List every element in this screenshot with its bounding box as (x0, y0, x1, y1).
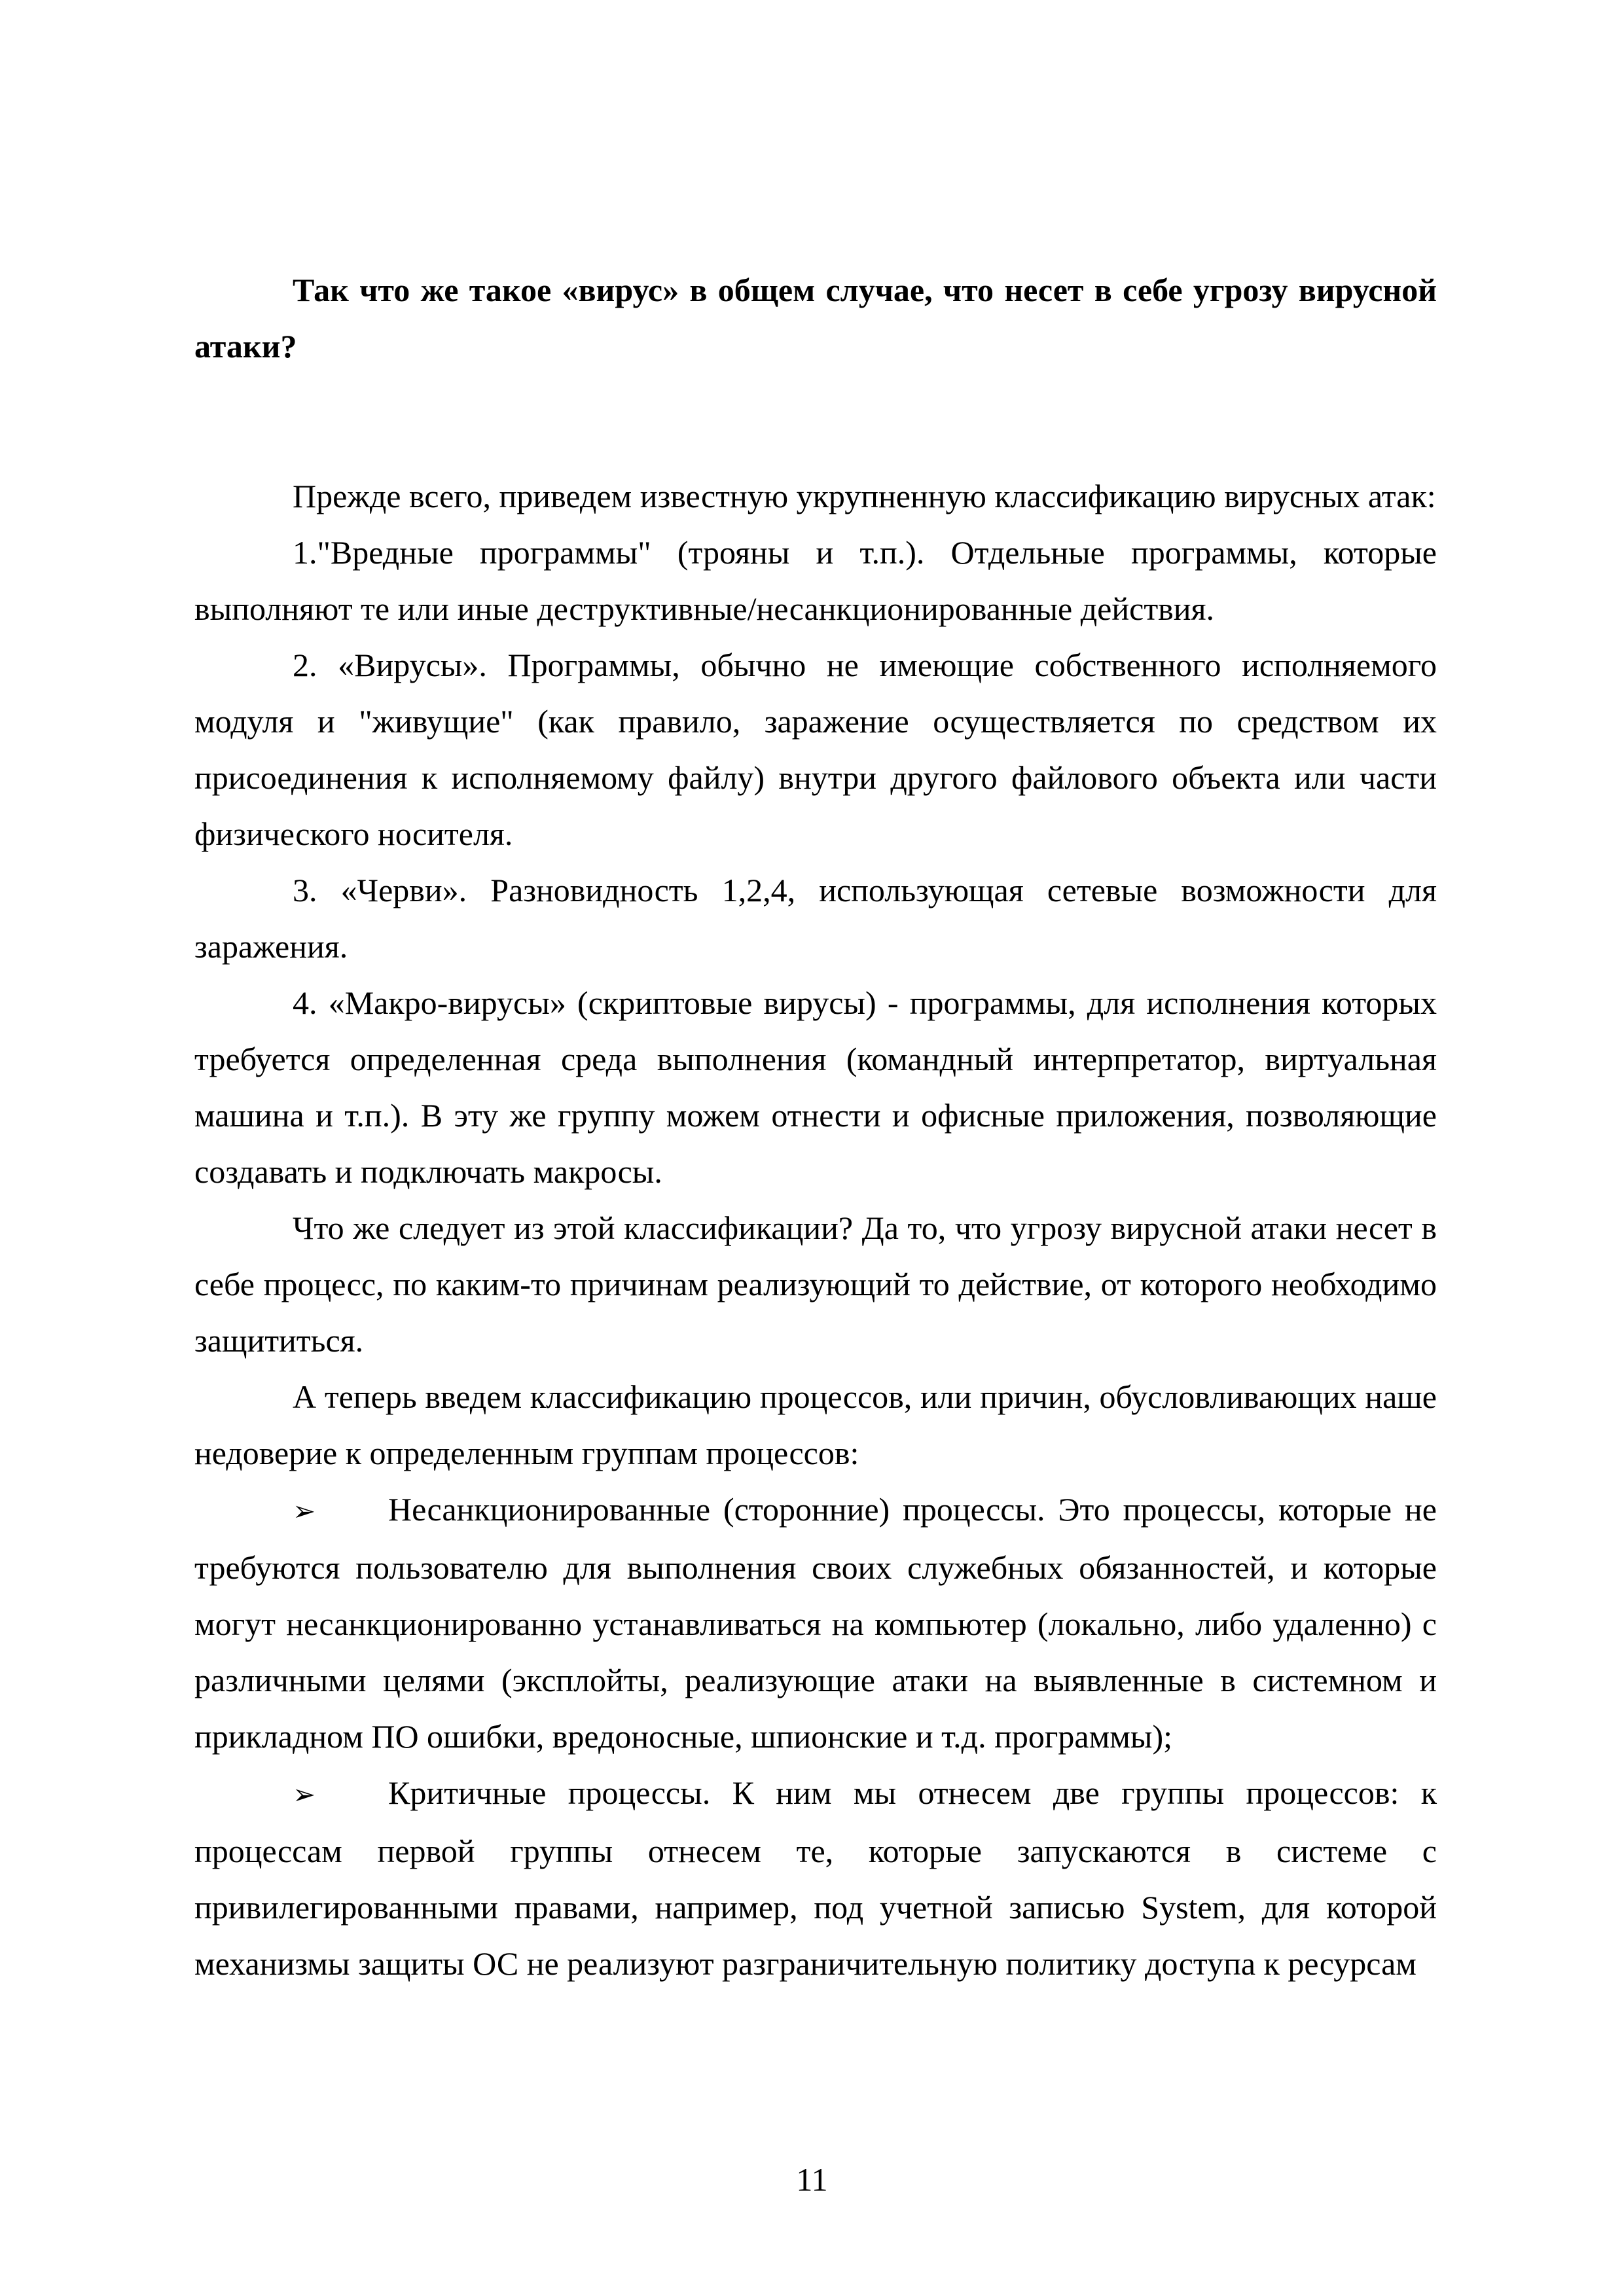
body-text (194, 262, 1437, 1992)
page-number: 11 (796, 2161, 828, 2198)
bullet-text: Несанкционированные (сторонние) процессы. Это процессы, которые не требуются пользователю для выполнения своих служебных обязанностей, и которые могут несанкционированно устанавливаться на компьютер (локально, либо удаленно) с различными целями (эксплойты, реализующие атаки на выявленные в системном и прикладном ПО ошибки, вредоносные, шпионские и т.д. программы); (194, 1491, 1437, 1755)
arrow-bullet-icon: ➢ (293, 1495, 316, 1527)
list-item-viruses: 2. «Вирусы». Программы, обычно не имеющие собственного исполняемого модуля и "живущие" (как правило, заражение осуществляется по средством их присоединения к исполняемому файлу) внутри другого файлового объекта или части физического носителя. (194, 647, 1437, 852)
list-item-macro-viruses: 4. «Макро-вирусы» (скриптовые вирусы) - программы, для исполнения которых требуется определенная среда выполнения (командный интерпретатор, виртуальная машина и т.п.). В эту же группу можем отнести и офисные приложения, позволяющие создавать и подключать макросы. (194, 984, 1437, 1190)
process-intro-paragraph: А теперь введем классификацию процессов, или причин, обусловливающих наше недоверие к определенным группам процессов: (194, 1378, 1437, 1471)
list-item-worms: 3. «Черви». Разновидность 1,2,4, использующая сетевые возможности для заражения. (194, 872, 1437, 965)
arrow-bullet-icon: ➢ (293, 1778, 316, 1810)
bullet-unauthorized-processes (194, 1481, 1437, 1765)
bullet-critical-processes (194, 1765, 1437, 1992)
intro-paragraph: Прежде всего, приведем известную укрупненную классификацию вирусных атак: (293, 478, 1436, 514)
section-heading: Так что же такое «вирус» в общем случае, что несет в себе угрозу вирусной атаки? (194, 272, 1437, 365)
bullet-text: Критичные процессы. К ним мы отнесем две группы процессов: к процессам первой группы отнесем те, которые запускаются в системе с привилегированными правами, например, под учетной записью System, для которой механизмы защиты ОС не реализуют разграничительную политику доступа к ресурсам (194, 1774, 1437, 1982)
list-item-harmful-programs: 1."Вредные программы" (трояны и т.п.). Отдельные программы, которые выполняют те или иные деструктивные/несанкционированные действия. (194, 534, 1437, 627)
conclusion-paragraph: Что же следует из этой классификации? Да то, что угрозу вирусной атаки несет в себе процесс, по каким-то причинам реализующий то действие, от которого необходимо защититься. (194, 1210, 1437, 1359)
